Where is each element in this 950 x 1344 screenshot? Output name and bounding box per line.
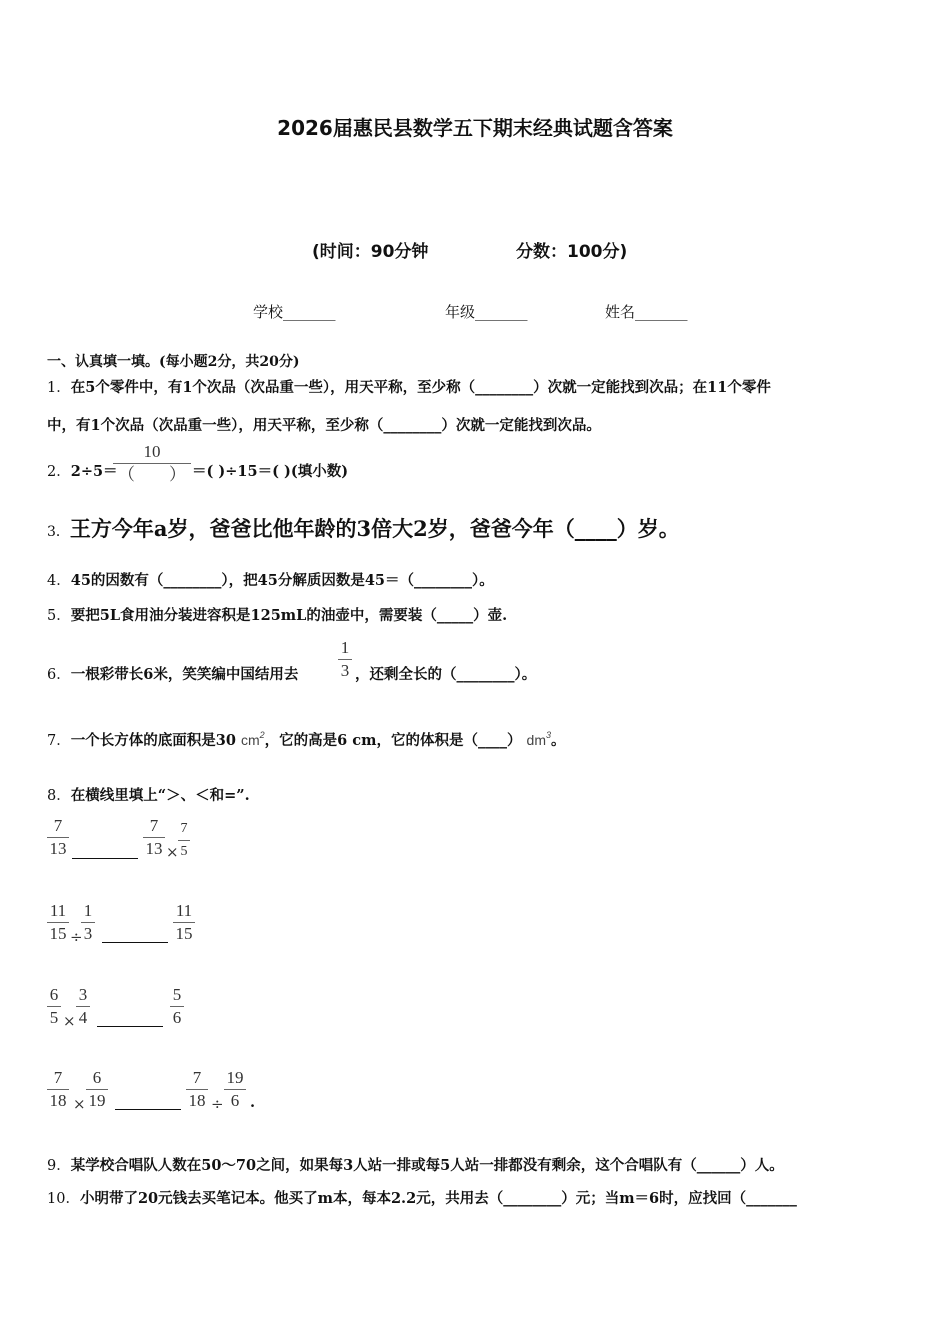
fraction-denominator: 3: [83, 924, 93, 943]
fraction-bar: [47, 837, 69, 838]
question-text: 一个长方体的底面积是30: [70, 732, 236, 749]
question-1-line1: [47, 376, 771, 397]
fraction-bar: [47, 1006, 61, 1007]
fraction: [338, 638, 352, 681]
fraction-bar: [81, 922, 95, 923]
fraction: [224, 1068, 246, 1111]
fraction-denominator: 15: [175, 924, 193, 943]
fraction-numerator: 6: [49, 985, 59, 1004]
fraction-denominator: 19: [88, 1091, 106, 1110]
fraction-bar: [47, 1089, 69, 1090]
fraction-numerator: 5: [172, 985, 182, 1004]
question-text: 一根彩带长6米，笑笑编中国结用去: [70, 666, 299, 683]
fraction: [86, 1068, 108, 1111]
fraction-denominator: 15: [49, 924, 67, 943]
question-8: [47, 784, 250, 805]
question-9: [47, 1154, 784, 1175]
question-text: 2÷5＝: [70, 463, 118, 480]
fraction: [113, 442, 191, 485]
question-number: 6．: [47, 667, 71, 683]
fraction-denominator: 4: [78, 1008, 88, 1027]
fraction-denominator: 5: [180, 844, 188, 859]
name-field: 姓名_______: [605, 303, 688, 321]
fraction-bar: [86, 1089, 108, 1090]
question-2-suffix: ＝( )÷15＝( )(填小数): [192, 463, 349, 480]
fraction-denominator: （ ）: [118, 465, 186, 484]
fraction-numerator: 7: [149, 816, 159, 835]
fraction-numerator: 7: [180, 821, 188, 836]
unit-exponent: 3: [546, 730, 552, 740]
fraction-bar: [338, 659, 352, 660]
answer-blank[interactable]: [97, 1025, 163, 1027]
question-text: 某学校合唱队人数在50～70之间，如果每3人站一排或每5人站一排都没有剩余，这个合唱队有（______）人。: [70, 1157, 784, 1174]
question-2: [47, 460, 118, 481]
question-number: 1．: [47, 380, 71, 396]
fraction-bar: [170, 1006, 184, 1007]
fraction-denominator: 18: [49, 1091, 67, 1110]
fraction-numerator: 1: [83, 901, 93, 920]
fraction-numerator: 7: [53, 1068, 63, 1087]
question-text-end: 。: [551, 732, 566, 749]
unit-text: dm: [526, 732, 546, 748]
unit-dm3: [527, 732, 551, 748]
fraction-denominator: 6: [172, 1008, 182, 1027]
fraction-numerator: 11: [49, 901, 67, 920]
fraction-numerator: 10: [143, 442, 161, 461]
divide-sign: ÷: [70, 928, 83, 946]
fraction-bar: [76, 1006, 90, 1007]
multiply-sign: ×: [63, 1012, 76, 1030]
question-6: [47, 663, 298, 684]
fraction-denominator: 18: [188, 1091, 206, 1110]
question-number: 4．: [47, 573, 71, 589]
grade-field: 年级_______: [445, 303, 528, 321]
question-5: [47, 604, 507, 625]
fraction: [186, 1068, 208, 1111]
fraction-denominator: 13: [145, 839, 163, 858]
fraction-bar: [178, 840, 190, 841]
question-text: 45的因数有（________），把45分解质因数是45＝（________）。: [70, 572, 494, 589]
question-3: [47, 513, 680, 543]
question-text: 在5个零件中，有1个次品（次品重一些），用天平称，至少称（________）次就一定能找到次品；在11个零件: [70, 379, 771, 396]
multiply-sign: ×: [73, 1095, 86, 1113]
fraction-bar: [186, 1089, 208, 1090]
question-4: [47, 569, 494, 590]
question-text: 王方今年a岁，爸爸比他年龄的3倍大2岁，爸爸今年（____）岁。: [69, 516, 680, 541]
answer-blank[interactable]: [115, 1108, 181, 1110]
question-number: 5．: [47, 608, 71, 624]
question-number: 3．: [47, 524, 70, 540]
fraction-numerator: 11: [175, 901, 193, 920]
fraction-numerator: 3: [78, 985, 88, 1004]
fraction: [76, 985, 90, 1028]
fraction: [47, 816, 69, 859]
school-field: 学校_______: [253, 303, 336, 321]
unit-cm2: [241, 732, 265, 748]
exam-time: (时间：90分钟: [312, 242, 429, 262]
question-text: 要把5L食用油分装进容积是125mL的油壶中，需要装（_____）壶.: [70, 607, 508, 624]
section-heading: 一、认真填一填。(每小题2分，共20分): [47, 354, 300, 370]
fraction: [47, 901, 69, 944]
fraction-bar: [224, 1089, 246, 1090]
question-10: [47, 1187, 797, 1208]
divide-sign: ÷: [211, 1095, 224, 1113]
fraction: [178, 819, 190, 862]
multiply-sign: ×: [166, 843, 179, 861]
fraction: [47, 985, 61, 1028]
fraction-bar: [47, 922, 69, 923]
fraction-bar: [173, 922, 195, 923]
question-6-suffix: ，还剩全长的（________）。: [355, 666, 537, 683]
fraction-numerator: 6: [92, 1068, 102, 1087]
fraction: [47, 1068, 69, 1111]
answer-blank[interactable]: [72, 857, 138, 859]
fraction: [81, 901, 95, 944]
page-title: 2026届惠民县数学五下期末经典试题含答案: [277, 116, 673, 140]
exam-score: 分数：100分): [516, 242, 628, 262]
fraction-denominator: 6: [230, 1091, 240, 1110]
fraction-denominator: 13: [49, 839, 67, 858]
answer-blank[interactable]: [102, 941, 168, 943]
fraction: [170, 985, 184, 1028]
fraction-denominator: 3: [340, 661, 350, 680]
row-end-period: .: [250, 1094, 256, 1111]
fraction-numerator: 19: [226, 1068, 244, 1087]
fraction: [173, 901, 195, 944]
fraction-bar: [113, 463, 191, 464]
fraction-bar: [143, 837, 165, 838]
question-number: 8．: [47, 788, 71, 804]
question-text: 小明带了20元钱去买笔记本。他买了m本，每本2.2元，共用去（________）元；当m＝6时，应找回（_______: [79, 1190, 797, 1207]
question-text: 在横线里填上“＞、＜和=”.: [70, 787, 250, 804]
question-number: 2．: [47, 464, 71, 480]
question-text-middle: ，它的高是6 cm，它的体积是（____）: [264, 732, 522, 749]
fraction-denominator: 5: [49, 1008, 59, 1027]
fraction-numerator: 1: [340, 638, 350, 657]
unit-exponent: 2: [259, 730, 265, 740]
question-number: 7．: [47, 733, 71, 749]
unit-text: cm: [240, 732, 260, 748]
question-number: 9．: [47, 1158, 71, 1174]
fraction-numerator: 7: [192, 1068, 202, 1087]
question-number: 10．: [47, 1191, 80, 1207]
fraction: [143, 816, 165, 859]
question-7: [47, 729, 566, 750]
fraction-numerator: 7: [53, 816, 63, 835]
question-1-line2: 中，有1个次品（次品重一些），用天平称，至少称（________）次就一定能找到次品。: [47, 417, 601, 434]
